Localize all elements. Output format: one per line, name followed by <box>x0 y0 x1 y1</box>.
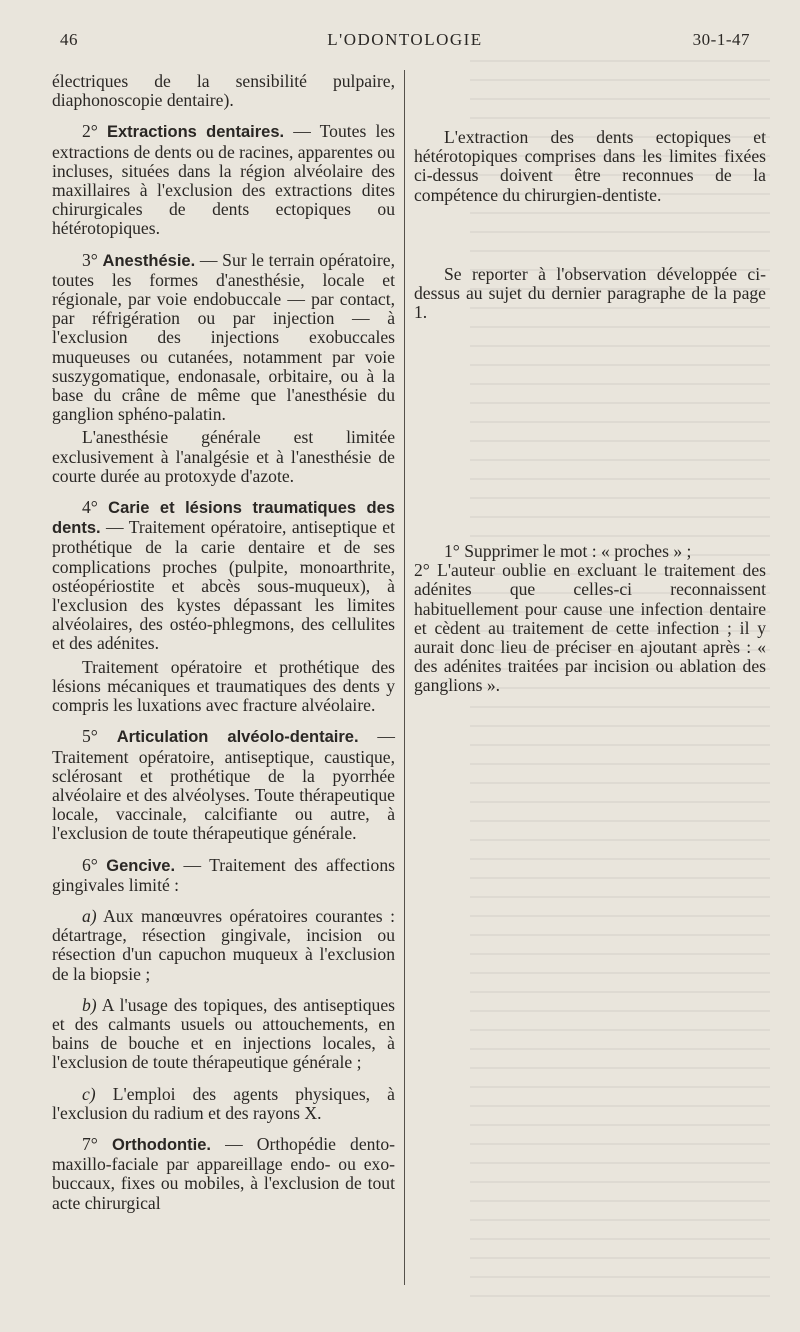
section-number: 2° <box>82 121 98 142</box>
right-note-2 <box>414 265 766 323</box>
section-number: 5° <box>82 726 98 747</box>
body-paragraph: Traitement opératoire et prothétique des lésions mécaniques et traumatiques des dents y compris les luxations avec fracture alvéolaire. <box>52 656 395 716</box>
page-number: 46 <box>60 30 78 49</box>
section-number: 6° <box>82 854 98 875</box>
item-text: Aux manœuvres opératoires courantes : détartrage, résection gingivale, incision ou résection d'un capuchon muqueux à l'exclusion de la biopsie ; <box>52 905 395 984</box>
section-text: — Sur le terrain opératoire, toutes les formes d'anesthésie, locale et régionale, par voie endobuccale — par contact, par réfrigération ou par injection — à l'exclusion des injections exobuccales muqueuses ou cutanées, notamment par voie suszygomatique, endonasale, orbitaire, ou à la base du crâne de même que l'anesthésie du ganglion sphéno-palatin. <box>52 249 395 425</box>
section-paragraph <box>52 727 395 843</box>
item-label: b) <box>82 994 97 1015</box>
note-paragraph: Se reporter à l'observation développée ci-dessus au sujet du dernier paragraphe de la page 1. <box>414 264 766 323</box>
right-note-3 <box>414 542 766 696</box>
section-paragraph <box>52 1135 395 1213</box>
journal-title: L'ODONTOLOGIE <box>327 30 483 49</box>
section-text: — Traitement des affections gingivales limité : <box>52 854 395 895</box>
item-label: c) <box>82 1083 96 1104</box>
item-text: A l'usage des topiques, des antiseptiques et des calmants usuels ou attouchements, en bains de bouche et en injections locales, à l'exclusion de toute thérapeutique générale ; <box>52 994 395 1073</box>
section-heading: Anesthésie. <box>102 251 196 270</box>
running-header <box>60 30 750 54</box>
section-text: — Toutes les extractions de dents ou de racines, apparentes ou incluses, situées dans la région alvéolaire des maxillaires à l'exclusion des extractions dites chirurgicales de dents ectopiques ou hétérotopiques. <box>52 121 395 239</box>
note-paragraph: 2° L'auteur oublie en excluant le traitement des adénites que celles-ci reconnaissent habituellement pour cause une infection dentaire et cèdent au traitement de cette infection ; il y aurait donc lieu de préciser en ajoutant après : « des adénites traitées par incision ou ablation des ganglions ». <box>414 560 766 696</box>
section-paragraph <box>52 856 395 895</box>
section-heading: Extractions dentaires. <box>106 123 285 142</box>
section-heading: Orthodontie. <box>111 1135 211 1154</box>
note-paragraph: L'extraction des dents ectopiques et hétérotopiques comprises dans les limites fixées ci-dessus doivent être reconnues de la compétence du chirurgien-dentiste. <box>414 127 766 205</box>
section-paragraph <box>52 122 395 238</box>
issue-date: 30-1-47 <box>692 30 750 49</box>
section-number: 3° <box>82 249 98 270</box>
left-column <box>52 72 395 1213</box>
section-number: 4° <box>82 497 98 518</box>
list-item <box>52 1085 395 1123</box>
column-divider <box>404 70 405 1285</box>
body-paragraph: électriques de la sensibilité pulpaire, diaphonoscopie dentaire). <box>52 71 395 111</box>
section-number: 7° <box>82 1133 98 1154</box>
item-text: L'emploi des agents physiques, à l'exclusion du radium et des rayons X. <box>52 1083 395 1123</box>
section-paragraph <box>52 251 395 425</box>
section-heading: Articulation alvéolo-dentaire. <box>116 728 359 747</box>
section-heading: Gencive. <box>106 856 176 875</box>
body-paragraph: L'anesthésie générale est limitée exclusivement à l'analgésie et à l'anesthésie de courte durée au protoxyde d'azote. <box>52 427 395 486</box>
section-heading: Carie et lésions traumatiques des dents. <box>52 499 395 538</box>
list-item <box>52 907 395 984</box>
section-text: — Orthopédie dento-maxillo-faciale par appareillage endo- ou exo-buccaux, fixes ou mobiles, à l'exclusion de tout acte chirurgical <box>52 1133 395 1213</box>
item-label: a) <box>82 905 97 926</box>
section-text: — Traitement opératoire, antiseptique, caustique, sclérosant et prothétique de la pyorrhée alvéolaire et des alvéolyses. Toute thérapeutique locale, vaccinale, calcifiante ou autre, à l'exclusion de toute thérapeutique générale. <box>52 726 395 844</box>
list-item <box>52 996 395 1073</box>
note-paragraph: 1° Supprimer le mot : « proches » ; <box>444 541 692 561</box>
section-text: — Traitement opératoire, antiseptique et prothétique de la carie dentaire et de ses complications proches (pulpite, monoarthrite, ostéopériostite et abcès sous-muqueux), à l'exclusion des kystes dépassant les limites alvéolaires, des ostéo-phlegmons, des cellulites et des adénites. <box>52 517 395 654</box>
right-note-1 <box>414 128 766 205</box>
section-paragraph <box>52 498 395 654</box>
